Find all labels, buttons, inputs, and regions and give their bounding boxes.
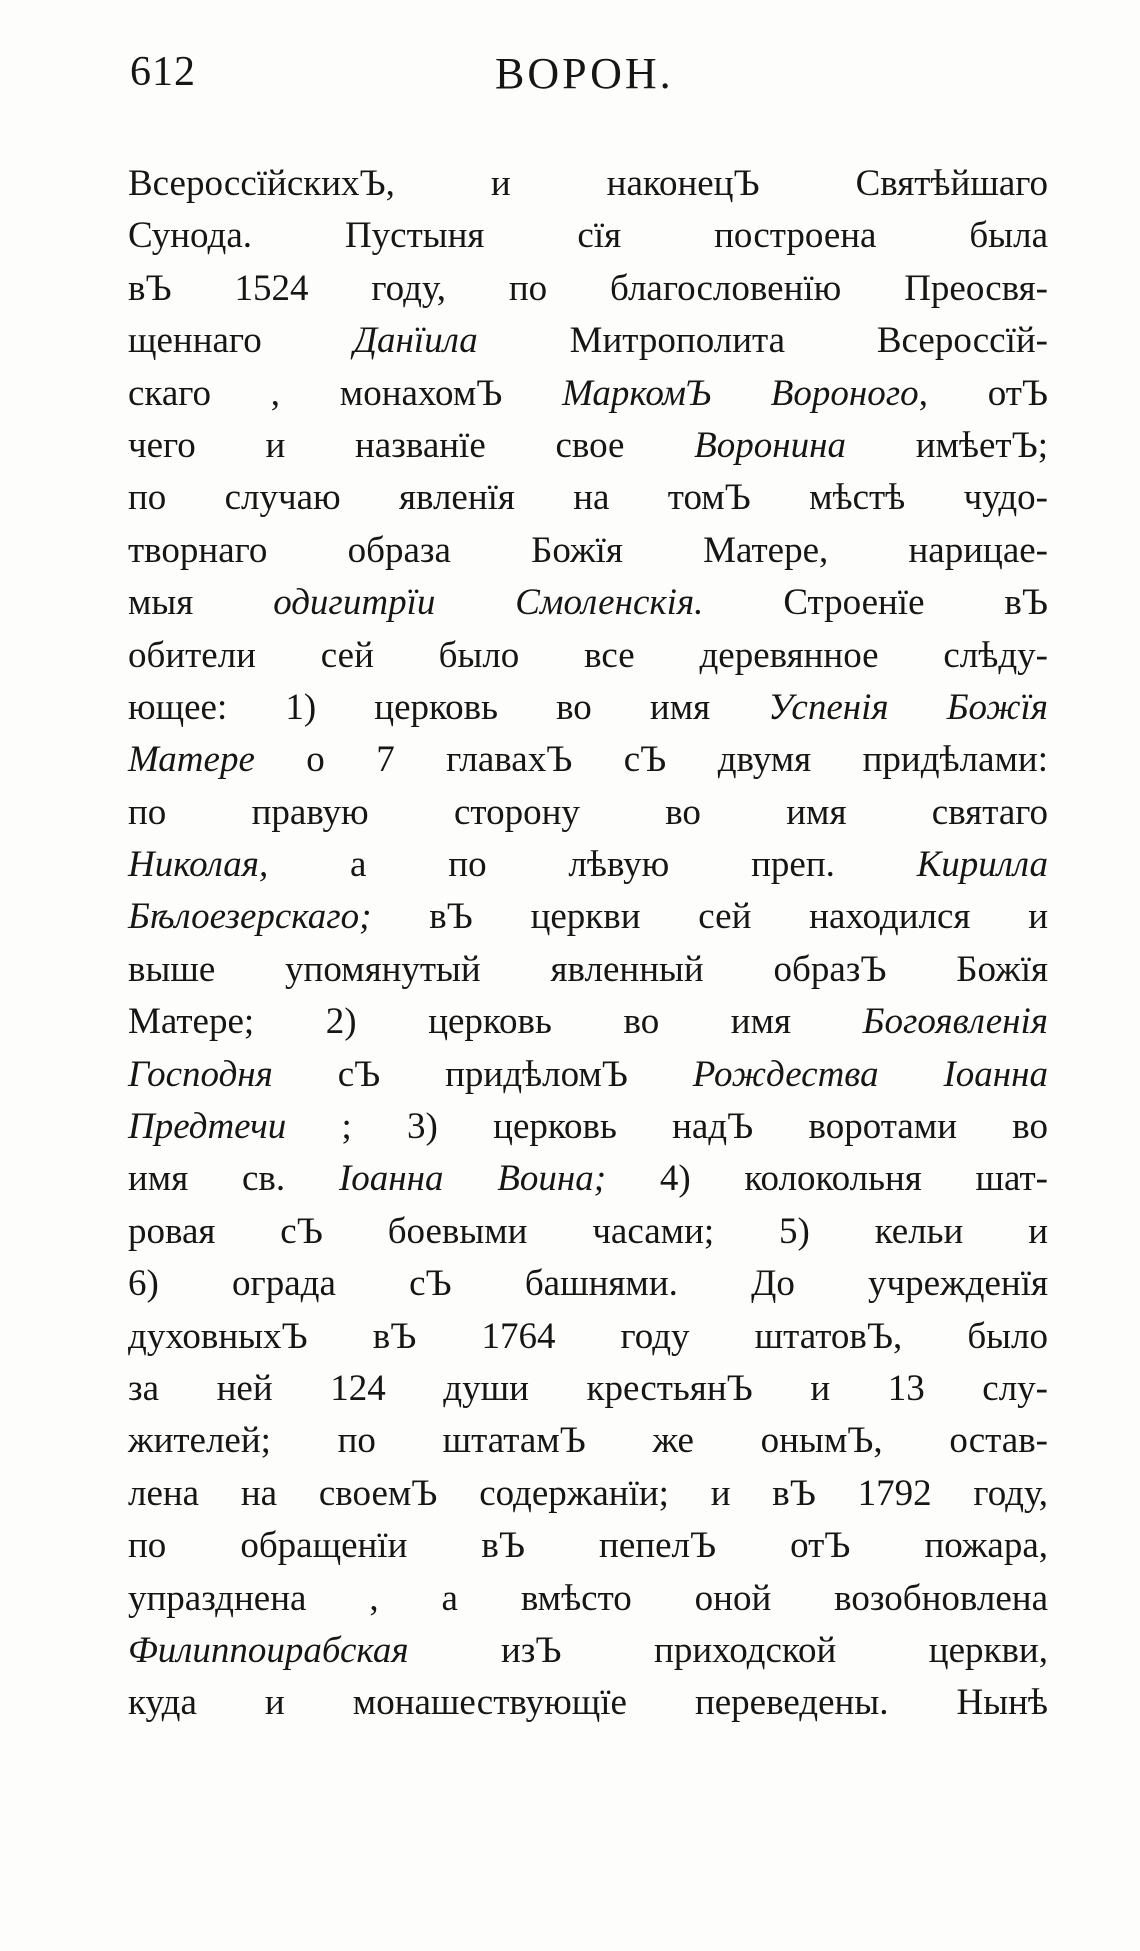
text-line — [128, 1677, 1048, 1729]
text-line — [128, 1468, 1048, 1520]
text-run: по правую сторону во имя святаго — [128, 791, 1048, 833]
text-run: духовныхЪ вЪ 1764 году штатовЪ, было — [128, 1315, 1048, 1357]
text-line — [128, 577, 1048, 629]
text-run: имѣетЪ; — [845, 424, 1048, 466]
running-head: ВОРОН. — [495, 49, 674, 98]
text-run: имя св. — [128, 1158, 339, 1200]
italic-run: Успенія Божїя — [768, 686, 1048, 728]
text-line — [128, 210, 1048, 262]
text-run: ВсероссїйскихЪ, и наконецЪ Святѣйшаго — [128, 163, 1048, 204]
text-line — [128, 368, 1048, 420]
text-line — [128, 996, 1048, 1048]
text-line — [128, 1049, 1048, 1101]
italic-run: Предтечи — [128, 1106, 287, 1148]
text-run: вЪ 1524 году, по благословенїю Преосвя- — [128, 267, 1048, 309]
text-line — [128, 891, 1048, 943]
page-header — [130, 48, 1050, 118]
italic-run: Воронина — [694, 424, 846, 466]
text-run: ровая сЪ боевыми часами; 5) кельи и — [128, 1210, 1048, 1252]
text-run: а по лѣвую преп. — [268, 844, 917, 886]
text-line — [128, 315, 1048, 367]
text-line — [128, 263, 1048, 315]
italic-run: Рождества Іоанна — [692, 1053, 1048, 1095]
text-line — [128, 1363, 1048, 1415]
italic-run: Богоявленія — [862, 1001, 1048, 1043]
body-text — [128, 158, 1048, 1730]
text-run: Митрополита Всероссїй- — [477, 320, 1048, 362]
text-line — [128, 1311, 1048, 1363]
italic-run: Кирилла — [916, 844, 1048, 886]
text-line — [128, 525, 1048, 577]
italic-run: Матере — [128, 739, 255, 781]
text-run: упразднена , а вмѣсто оной возобновлена — [128, 1577, 1048, 1619]
text-run: по случаю явленїя на томЪ мѣстѣ чудо- — [128, 477, 1048, 519]
text-run: Сунода. Пустыня сїя построена была — [128, 215, 1048, 257]
page-number: 612 — [130, 49, 196, 95]
text-run: сЪ придѣломЪ — [272, 1053, 693, 1095]
text-run: по обращенїи вЪ пепелЪ отЪ пожара, — [128, 1525, 1048, 1567]
text-run: за ней 124 души крестьянЪ и 13 слу- — [128, 1367, 1048, 1409]
text-line — [128, 472, 1048, 524]
text-line — [128, 1101, 1048, 1153]
text-line — [128, 420, 1048, 472]
text-line — [128, 1206, 1048, 1258]
italic-run: Николая, — [128, 844, 269, 886]
text-line — [128, 944, 1048, 996]
italic-run: Филиппоирабская — [128, 1629, 409, 1671]
text-run: обители сей было все деревянное слѣду- — [128, 634, 1048, 676]
text-run: лена на своемЪ содержанїи; и вЪ 1792 году, — [128, 1472, 1048, 1514]
text-run: жителей; по штатамЪ же онымЪ, остав- — [128, 1420, 1048, 1462]
italic-run: Господня — [128, 1053, 273, 1095]
text-line — [128, 787, 1048, 839]
text-run: вЪ церкви сей находился и — [371, 896, 1048, 938]
text-run: 4) колокольня шат- — [606, 1158, 1048, 1200]
text-run: , отЪ — [918, 372, 1049, 414]
text-line — [128, 1573, 1048, 1625]
text-run: о 7 главахЪ сЪ двумя придѣлами: — [254, 739, 1048, 781]
italic-run: Іоанна Воина; — [338, 1158, 607, 1200]
text-run: скаго , монахомЪ — [128, 372, 563, 414]
text-line — [128, 630, 1048, 682]
text-run: 6) ограда сЪ башнями. До учрежденїя — [128, 1263, 1048, 1305]
text-run: куда и монашествующїе переведены. Нынѣ — [128, 1682, 1048, 1724]
italic-run: одигитрїи Смоленскія. — [273, 582, 704, 624]
text-run: щеннаго — [128, 320, 354, 362]
text-run: ющее: 1) церковь во имя — [128, 686, 769, 728]
text-run: выше упомянутый явленный образЪ Божїя — [128, 948, 1048, 990]
text-run: творнаго образа Божїя Матере, нарицае- — [128, 529, 1048, 571]
text-run: мыя — [128, 582, 274, 624]
italic-run: Данїила — [353, 320, 478, 362]
text-run: Матере; 2) церковь во имя — [128, 1001, 863, 1043]
text-line — [128, 734, 1048, 786]
text-line — [128, 1415, 1048, 1467]
text-run: изЪ приходской церкви, — [408, 1629, 1048, 1671]
text-run: ; 3) церковь надЪ воротами во — [286, 1106, 1048, 1148]
text-line — [128, 158, 1048, 210]
text-line — [128, 1258, 1048, 1310]
text-line — [128, 839, 1048, 891]
text-line — [128, 1153, 1048, 1205]
italic-run: Бѣлоезерскаго; — [128, 896, 372, 938]
text-run: Строенїе вЪ — [703, 582, 1048, 624]
text-line — [128, 682, 1048, 734]
text-line — [128, 1520, 1048, 1572]
italic-run: МаркомЪ Вороного — [562, 372, 919, 414]
text-run: чего и названїе свое — [128, 424, 695, 466]
text-line — [128, 1625, 1048, 1677]
